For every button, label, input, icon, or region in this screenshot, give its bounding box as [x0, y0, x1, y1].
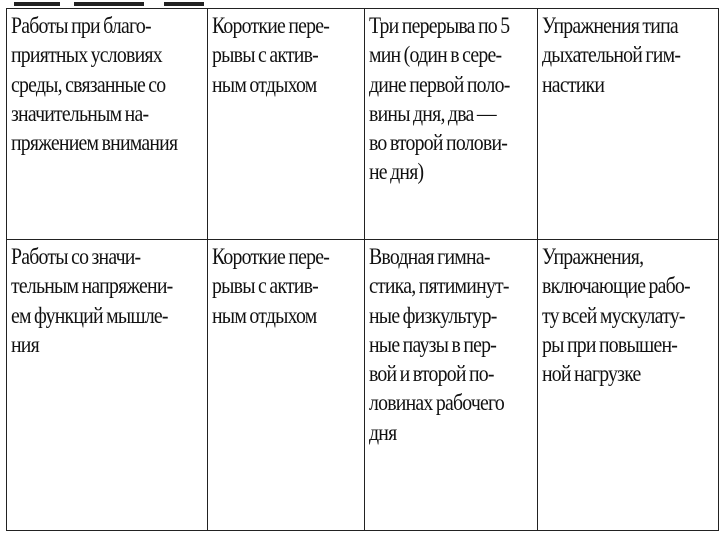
cell-text-line: ры при повышен- — [542, 331, 678, 357]
cell-text-line: дыхательной гим- — [542, 42, 681, 68]
work-breaks-table — [6, 8, 719, 531]
table-row — [7, 240, 719, 531]
cell-text-line: ным отдыхом — [212, 71, 317, 97]
cell-text-line: Вводная гимна- — [369, 244, 490, 269]
cell-text-line: ловинах рабочего — [369, 390, 504, 416]
work-conditions-cell — [7, 9, 208, 240]
cropped-text-fragment — [14, 0, 214, 8]
cell-text-line: ем функций мышле- — [11, 302, 168, 328]
cell-text-line: Работы при благо- — [11, 13, 151, 38]
cell-text-line: рывы с актив- — [212, 42, 318, 68]
cell-text-line: ния — [11, 331, 39, 357]
cell-text-line: Три перерыва по 5 — [369, 13, 510, 38]
cell-text-line: мин (один в сере- — [369, 42, 502, 68]
cell-text-line: ные паузы в пер- — [369, 331, 497, 357]
cell-text-line: ным отдыхом — [212, 302, 317, 328]
cell-text-line: среды, связанные со — [11, 71, 166, 97]
cell-text-line: Короткие пере- — [212, 244, 330, 269]
cell-text-line: включающие рабо- — [542, 273, 690, 299]
break-schedule-cell — [365, 9, 538, 240]
break-type-cell — [208, 240, 365, 531]
cell-text-line: вины дня, два — — [369, 100, 496, 126]
cell-text-line: тельным напряжени- — [11, 273, 173, 299]
cell-text-line: приятных условиях — [11, 42, 162, 68]
break-schedule-cell — [365, 240, 538, 531]
cell-text-line: стика, пятиминут- — [369, 273, 509, 299]
cell-text-line: во второй полови- — [369, 130, 508, 156]
cell-text-line: не дня) — [369, 159, 424, 185]
work-conditions-cell — [7, 240, 208, 531]
cell-text-line: настики — [542, 71, 605, 97]
cell-text-line: дине первой поло- — [369, 71, 510, 97]
cell-text-line: вой и второй по- — [369, 361, 494, 387]
cell-text-line: пряжением внимания — [11, 130, 178, 156]
table-row — [7, 9, 719, 240]
cell-text-line: ные физкультур- — [369, 302, 497, 328]
exercise-type-cell — [538, 9, 719, 240]
cell-text-line: рывы с актив- — [212, 273, 318, 299]
cell-text-line: Упражнения, — [542, 244, 644, 269]
cell-text-line: Короткие пере- — [212, 13, 330, 38]
exercise-type-cell — [538, 240, 719, 531]
break-type-cell — [208, 9, 365, 240]
cell-text-line: значительным на- — [11, 100, 149, 126]
cell-text-line: Работы со значи- — [11, 244, 141, 269]
cell-text-line: ной нагрузке — [542, 361, 641, 387]
cell-text-line: Упражнения типа — [542, 13, 678, 38]
cell-text-line: ту всей мускулату- — [542, 302, 685, 328]
cell-text-line: дня — [369, 419, 397, 445]
